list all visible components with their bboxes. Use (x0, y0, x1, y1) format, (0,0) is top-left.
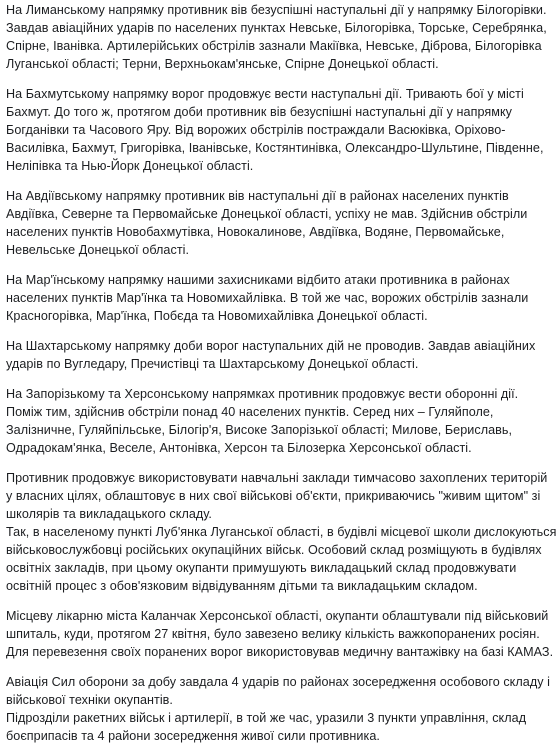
text-line: Богданівки та Часового Яру. Від ворожих обстрілів постраждали Васюківка, Оріхово- (6, 123, 506, 137)
text-line: ударів по Вугледару, Пречистівці та Шахтарському Донецької області. (6, 357, 419, 371)
text-line: На Лиманському напрямку противник вів безуспішні наступальні дії у напрямку Білогорівки. (6, 3, 547, 17)
text-line: Невельське Донецької області. (6, 243, 190, 257)
paragraph-avdiivka-direction (6, 187, 553, 259)
text-line: боєприпасів та 4 райони зосередження живої сили противника. (6, 729, 380, 743)
text-line: військової техніки окупантів. (6, 693, 173, 707)
text-line: у власних цілях, облаштовує в них свої військові об'єкти, прикриваючись "живим щитом" зі (6, 489, 541, 503)
text-line: Авіація Сил оборони за добу завдала 4 ударів по районах зосередження особового складу і (6, 675, 550, 689)
text-line: Спірне, Іванівка. Артилерійських обстрілів зазнали Макіївка, Невське, Діброва, Білогорівка (6, 39, 542, 53)
text-line: освітній процес з обов'язковим відвідуванням дітьми та викладацьким складом. (6, 579, 478, 593)
text-line: Поміж тим, здійснив обстріли понад 40 населених пунктів. Серед них – Гуляйполе, (6, 405, 494, 419)
text-line: Завдав авіаційних ударів по населених пунктах Невське, Білогорівка, Торське, Серебрянка, (6, 21, 547, 35)
text-line: На Авдіївському напрямку противник вів наступальні дії в районах населених пунктів (6, 189, 509, 203)
text-line: Бахмут. До того ж, протягом доби противник вів безуспішні наступальні дії у напрямку (6, 105, 513, 119)
text-line: Так, в населеному пункті Луб'янка Луганської області, в будівлі місцевої школи дислокуються (6, 525, 557, 539)
text-line: Противник продовжує використовувати навчальні заклади тимчасово захоплених територій (6, 471, 548, 485)
text-line: освітніх закладів, при цьому окупанти примушують викладацький склад продовжувати (6, 561, 517, 575)
text-line: Для перевезення своїх поранених ворог використовував медичну вантажівку на базі КАМАЗ. (6, 645, 554, 659)
text-line: військовослужбовці російських окупаційних військ. Особовий склад розміщують в будівлях (6, 543, 542, 557)
text-line: На Бахмутському напрямку ворог продовжує вести наступальні дії. Тривають бої у місті (6, 87, 524, 101)
paragraph-lyman-direction (6, 1, 553, 73)
paragraph-marinka-direction (6, 271, 553, 325)
text-line: населених пунктів Новобахмутівка, Новокалинове, Авдіївка, Водяне, Первомайське, (6, 225, 505, 239)
text-line: На Запорізькому та Херсонському напрямках противник продовжує вести оборонні дії. (6, 387, 519, 401)
text-line: школярів та викладацького складу. (6, 507, 212, 521)
text-line: Підрозділи ракетних військ і артилерії, в той же час, уразили 3 пункти управління, склад (6, 711, 527, 725)
paragraph-bakhmut-direction (6, 85, 553, 175)
text-line: Авдіївка, Северне та Первомайське Донецької області, успіху не мав. Здійснив обстріли (6, 207, 528, 221)
text-line: шпиталь, куди, протягом 27 квітня, було завезено велику кількість важкопоранених росіян. (6, 627, 540, 641)
text-line: Красногорівка, Мар'їнка, Побєда та Новомихайлівка Донецької області. (6, 309, 428, 323)
text-line: Місцеву лікарню міста Каланчак Херсонської області, окупанти облаштували під військовий (6, 609, 549, 623)
text-line: Василівка, Бахмут, Григорівка, Іванівське, Костянтинівка, Олександро-Шультине, Південне, (6, 141, 544, 155)
paragraph-zaporizhzhia-kherson-directions (6, 385, 553, 457)
text-line: На Шахтарському напрямку доби ворог наступальних дій не проводив. Завдав авіаційних (6, 339, 536, 353)
paragraph-air-force-artillery (6, 673, 553, 745)
paragraph-shakhtarsk-direction (6, 337, 553, 373)
text-line: Луганської області; Терни, Верхньокам'янське, Спірне Донецької області. (6, 57, 439, 71)
text-line: Неліпівка та Нью-Йорк Донецької області. (6, 159, 254, 173)
text-line: Одрадокам'янка, Веселе, Антонівка, Херсон та Білозерка Херсонської області. (6, 441, 472, 455)
text-line: На Мар'їнському напрямку нашими захисниками відбито атаки противника в районах (6, 273, 510, 287)
paragraph-schools-occupied (6, 469, 557, 595)
text-line: населених пунктів Мар'їнка та Новомихайлівка. В той же час, ворожих обстрілів зазнали (6, 291, 529, 305)
paragraph-kalanchak-hospital (6, 607, 553, 661)
text-line: Залізничне, Гуляйпільське, Білогір'я, Високе Запорізької області; Милове, Бериславь, (6, 423, 513, 437)
